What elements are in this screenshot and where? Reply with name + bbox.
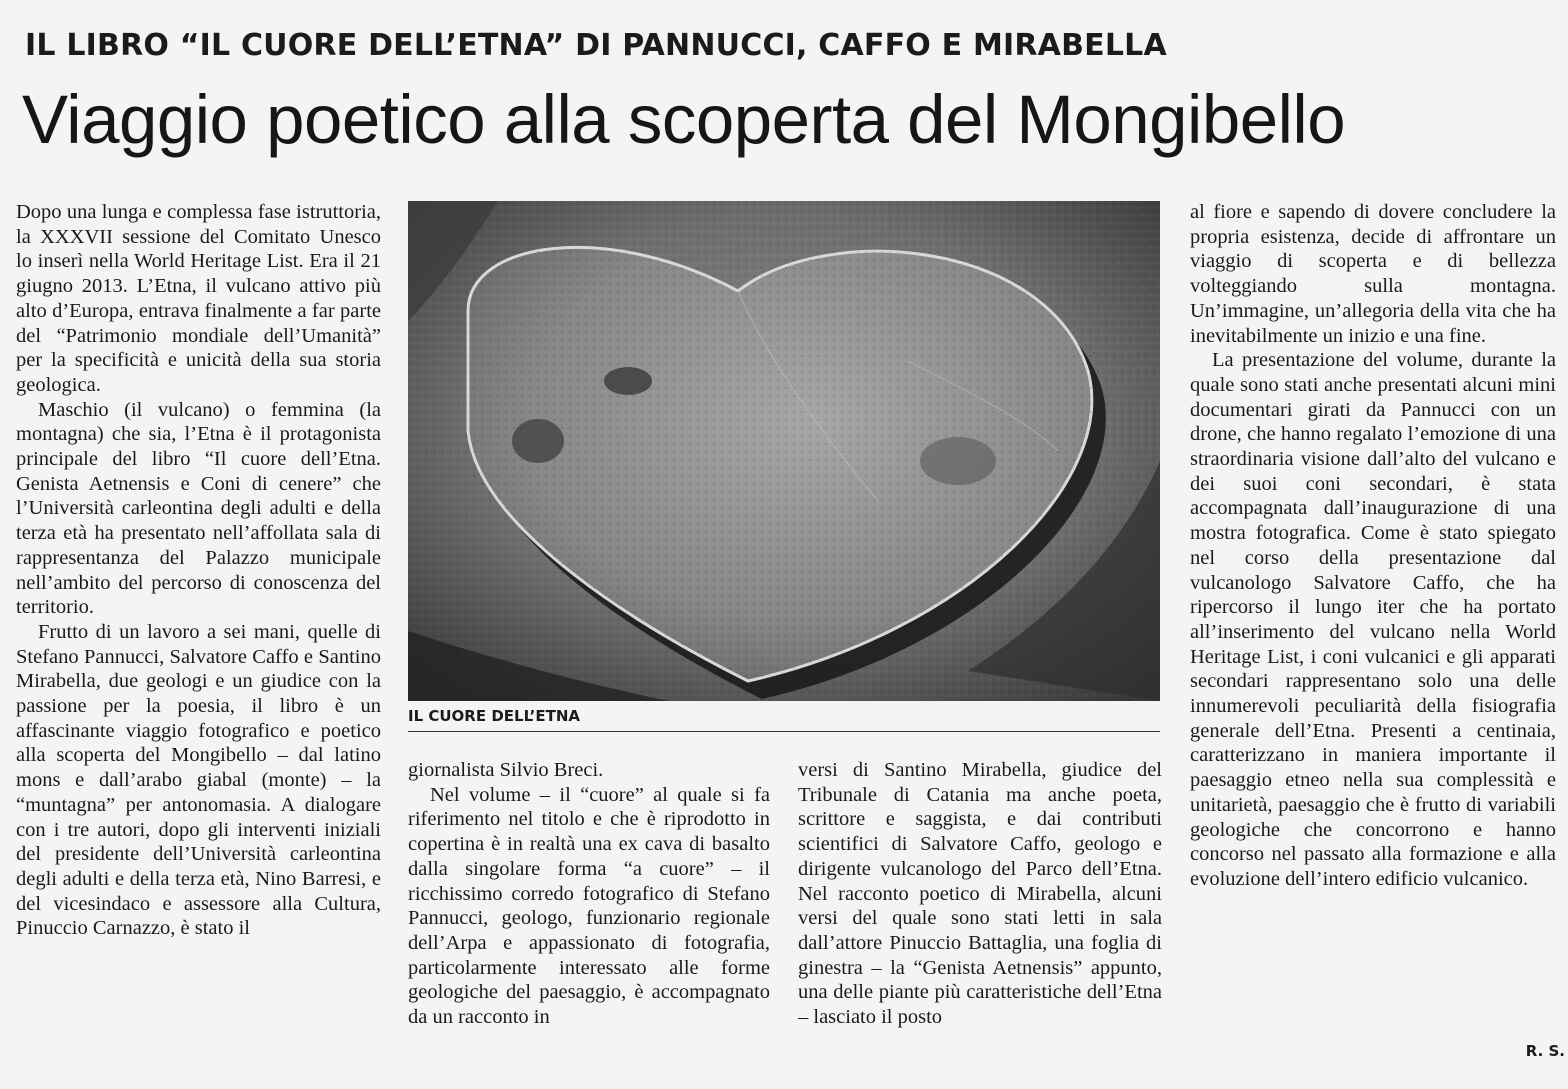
article-column-4: [1190, 200, 1556, 1050]
aerial-photo-illustration: [408, 201, 1160, 701]
heart-crater-photo: [408, 201, 1160, 701]
paragraph: Maschio (il vulcano) o femmina (la montagna) che sia, l’Etna è il protagonista principale del libro “Il cuore dell’Etna. Genista Aetnensis e Coni di cenere” che l’Università carleontina degli adulti e della terza età ha presentato nell’affollata sala di rappresentanza del Palazzo municipale nell’ambito del percorso di conoscenza del territorio.: [16, 398, 381, 619]
photo-caption: IL CUORE DELL’ETNA: [408, 707, 581, 725]
paragraph: Dopo una lunga e complessa fase istruttoria, la XXXVII sessione del Comitato Unesco lo inserì nella World Heritage List. Era il 21 giugno 2013. L’Etna, il vulcano attivo più alto d’Europa, entrava finalmente a far parte del “Patrimonio mondiale dell’Umanità” per la specificità e unicità della sua storia geologica.: [16, 201, 381, 396]
article-column-1: [16, 200, 381, 1068]
caption-rule: [408, 731, 1160, 732]
paragraph: giornalista Silvio Breci.: [408, 759, 604, 781]
author-signature: R. S.: [1525, 1042, 1565, 1060]
bleed-through-left: [0, 120, 16, 1080]
paragraph: Frutto di un lavoro a sei mani, quelle di Stefano Pannucci, Salvatore Caffo e Santino Mirabella, due geologi e un giudice con la passione per la poesia, il libro è un affascinante viaggio fotografico e poetico alla scoperta del Mongibello – dal latino mons e dall’arabo giabal (monte) – la “muntagna” per antonomasia. A dialogare con i tre autori, dopo gli interventi iniziali del presidente dell’Università carleontina degli adulti e della terza età, Nino Barresi, e del vicesindaco e assessore alla Cultura, Pinuccio Carnazzo, è stato il: [16, 620, 381, 940]
article-kicker: IL LIBRO “IL CUORE DELL’ETNA” DI PANNUCCI, CAFFO E MIRABELLA: [25, 28, 1167, 63]
paragraph: versi di Santino Mirabella, giudice del Tribunale di Catania ma anche poeta, scrittore e saggista, e dai contributi scientifici di Salvatore Caffo, geologo e dirigente vulcanologo del Parco dell’Etna. Nel racconto poetico di Mirabella, alcuni versi del quale sono stati letti in sala dall’attore Pinuccio Battaglia, una foglia di ginestra – la “Genista Aetnensis” appunto, una delle piante più caratteristiche dell’Etna – lasciato il posto: [798, 759, 1162, 1029]
article-column-2: [408, 758, 770, 1068]
paragraph: al fiore e sapendo di dovere concludere la propria esistenza, decide di affrontare un viaggio di scoperta e di bellezza volteggiando sulla montagna. Un’immagine, un’allegoria della vita che ha inevitabilmente un inizio e una fine.: [1190, 201, 1556, 347]
paragraph: La presentazione del volume, durante la quale sono stati anche presentati alcuni mini documentari girati da Pannucci con un drone, che hanno regalato l’emozione di una straordinaria visione dall’alto del vulcano e dei suoi coni secondari, è stata accompagnata dall’inaugurazione di una mostra fotografica. Come è stato spiegato nel corso della presentazione dal vulcanologo Salvatore Caffo, che ha ripercorso il lungo iter che ha portato all’inserimento del vulcano nella World Heritage List, i coni vulcanici e gli apparati secondari rappresentano solo una delle innumerevoli peculiarità della fisiografia generale dell’Etna. Presenti a centinaia, caratterizzano in maniera importante il paesaggio etneo nella sua complessità e unitarietà, paesaggio che è frutto di variabili geologiche che concorrono e hanno concorso nel passato alla formazione e alla evoluzione dell’intero edificio vulcanico.: [1190, 349, 1556, 890]
article-headline: Viaggio poetico alla scoperta del Mongibello: [22, 81, 1346, 158]
article-column-3: [798, 758, 1162, 1068]
paragraph: Nel volume – il “cuore” al quale si fa riferimento nel titolo e che è riprodotto in copertina è in realtà una ex cava di basalto dalla singolare forma “a cuore” – il ricchissimo corredo fotografico di Stefano Pannucci, geologo, funzionario regionale dell’Arpa e appassionato di fotografia, particolarmente interessato alle forme geologiche del paesaggio, è accompagnato da un racconto in: [408, 783, 770, 1029]
bleed-through-top: [0, 0, 1568, 30]
bleed-through-right: [1556, 30, 1568, 1080]
